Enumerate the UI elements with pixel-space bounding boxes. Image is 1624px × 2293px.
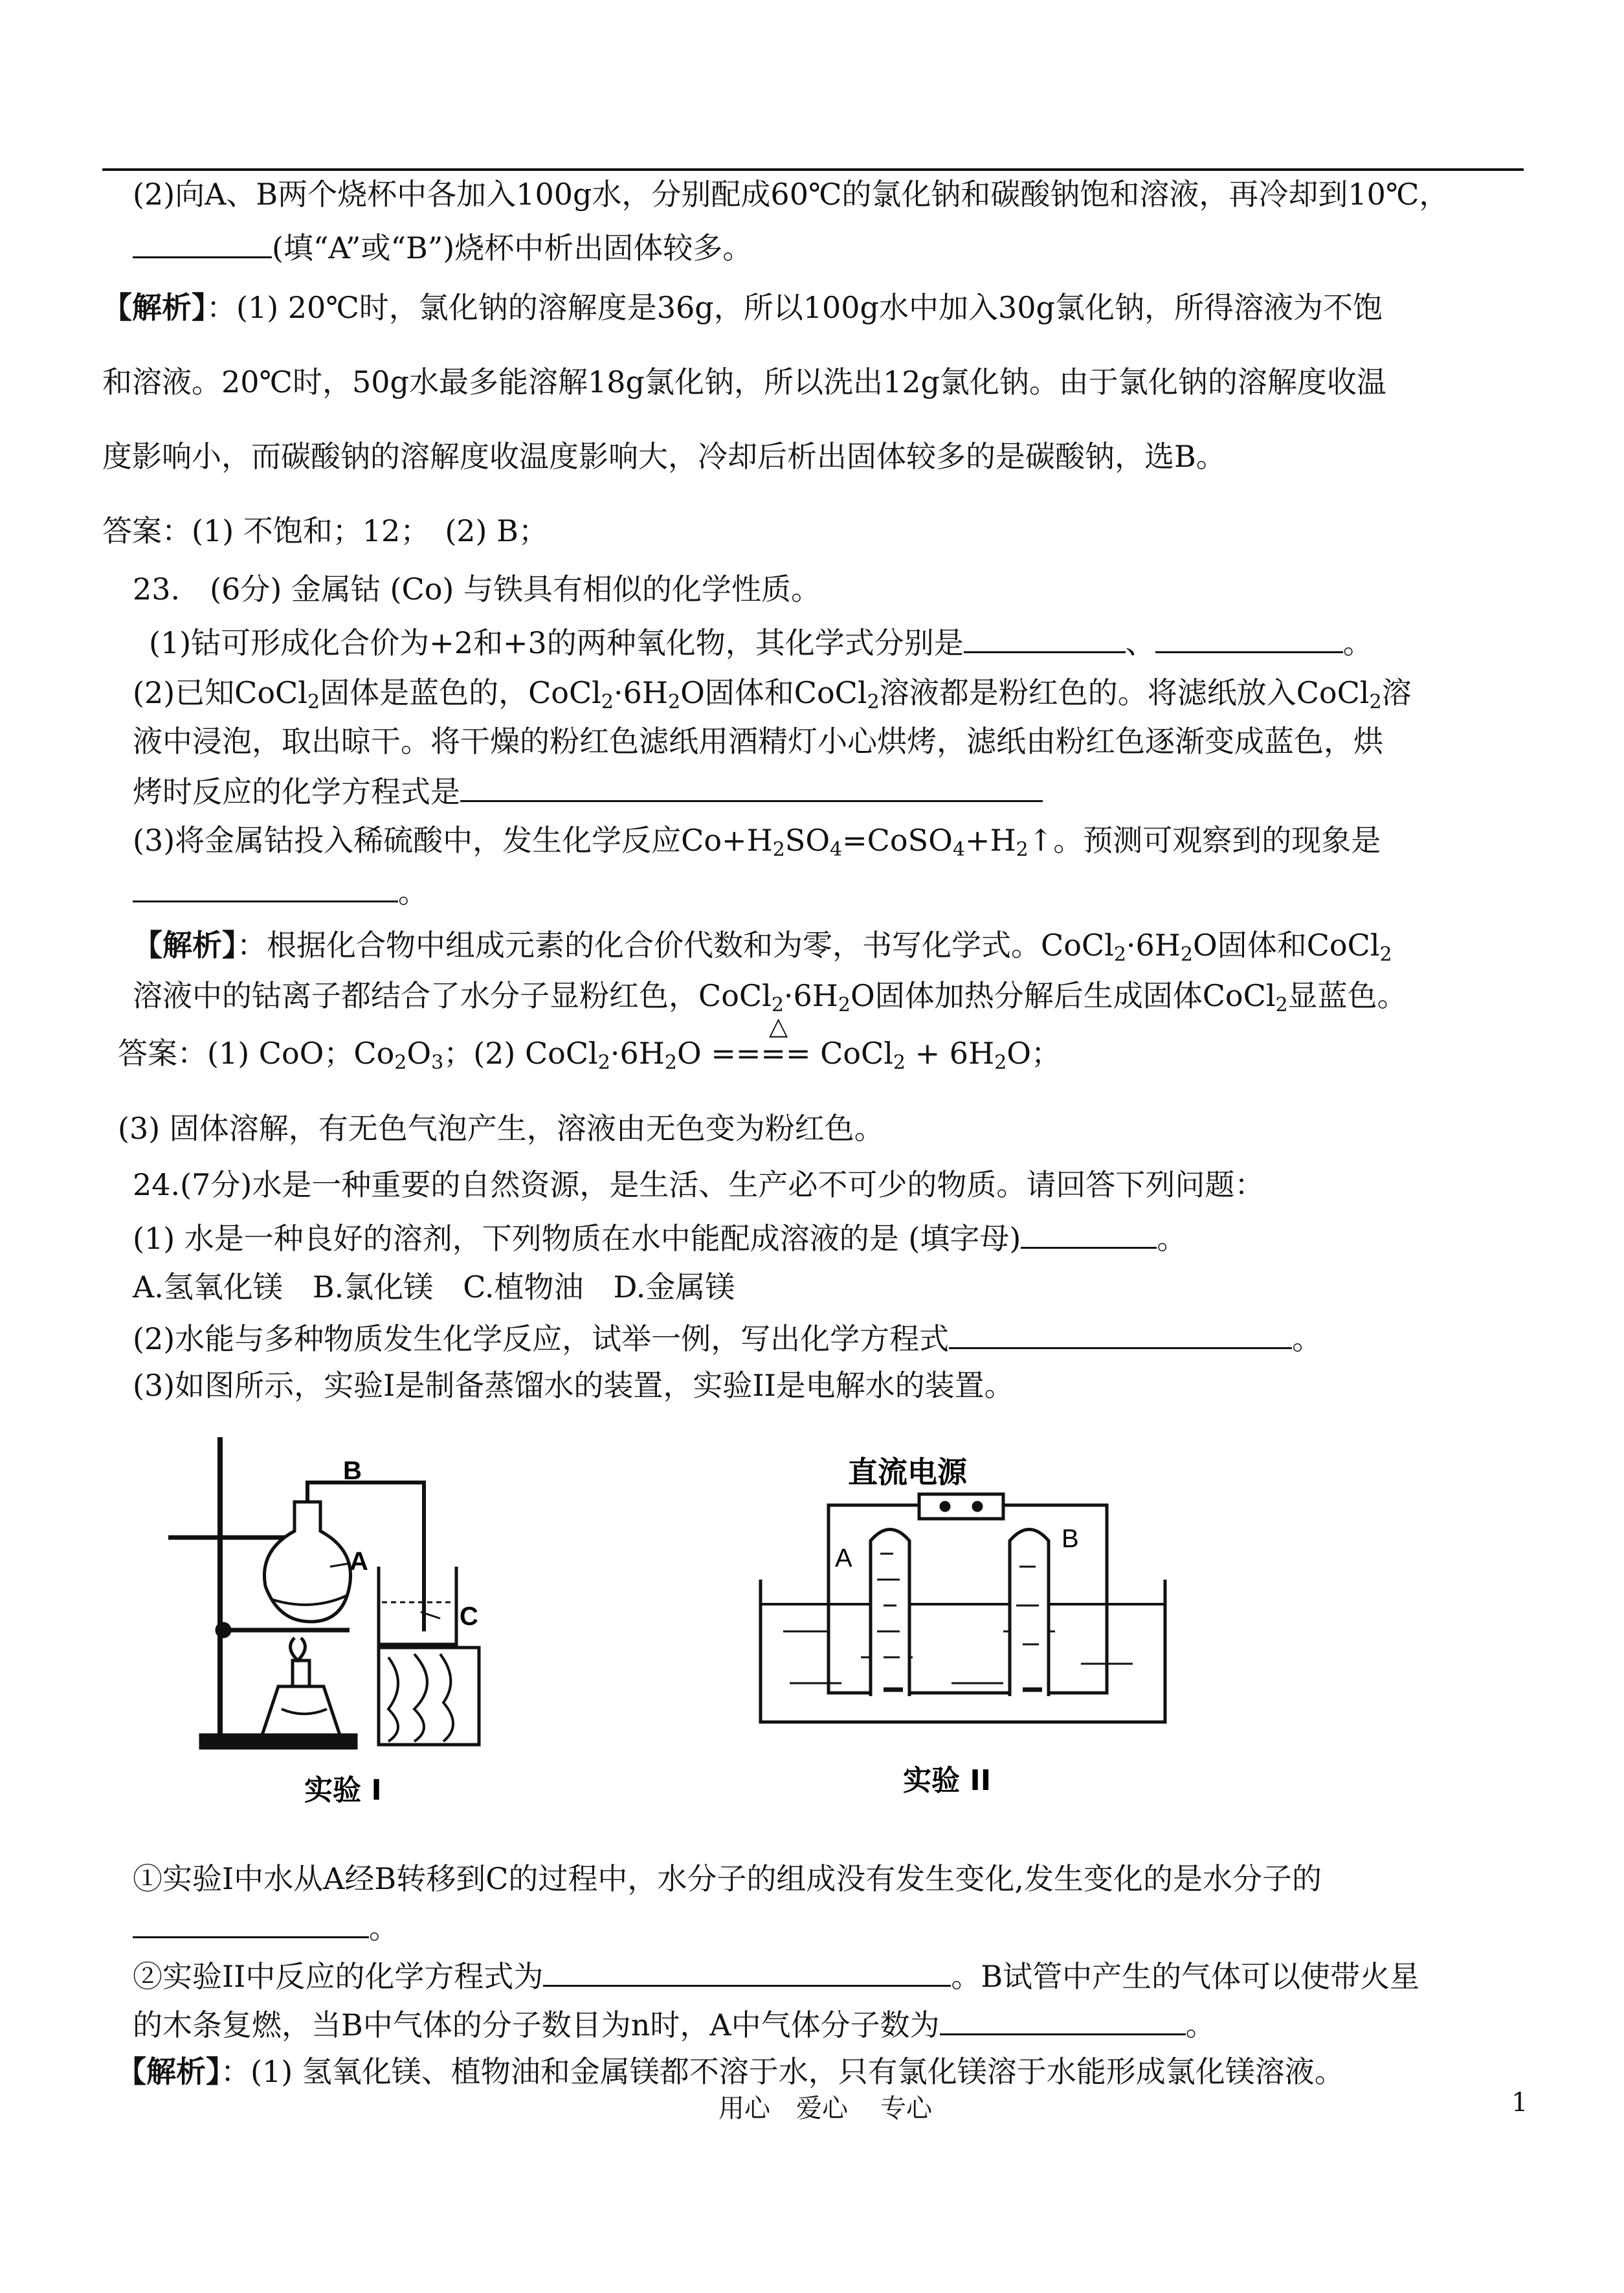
answer-blank[interactable]	[949, 1317, 1292, 1349]
q24-sub1-line2: 。	[133, 1907, 399, 1947]
answer-blank[interactable]	[460, 770, 1043, 802]
answer-blank[interactable]	[543, 1955, 951, 1987]
label-a: A	[350, 1547, 368, 1576]
q24-title: 24.(7分)水是一种重要的自然资源，是生活、生产必不可少的物质。请回答下列问题：	[133, 1167, 1265, 1202]
analysis24: 【解析】：(1) 氢氧化镁、植物油和金属镁都不溶于水，只有氯化镁溶于水能形成氯化镁溶液。	[117, 2054, 1344, 2089]
q24-part3: (3)如图所示，实验I是制备蒸馏水的装置，实验II是电解水的装置。	[133, 1368, 1014, 1403]
footer-motto-1: 用心	[718, 2094, 770, 2123]
q24-sub2-line2: 的木条复燃，当B中气体的分子数目为n时，A中气体分子数为 。	[133, 2004, 1216, 2044]
q22-2-line2: (填“A”或“B”)烧杯中析出固体较多。	[133, 227, 752, 267]
q24-part2: (2)水能与多种物质发生化学反应，试举一例，写出化学方程式 。	[133, 1317, 1322, 1358]
caption-experiment-2: 实验 II	[903, 1764, 992, 1797]
caption-experiment-1: 实验 I	[304, 1774, 382, 1807]
answer-blank[interactable]	[133, 871, 398, 902]
answer-blank[interactable]	[1021, 1217, 1157, 1249]
analysis22-line3: 度影响小，而碳酸钠的溶解度收温度影响大，冷却后析出固体较多的是碳酸钠，选B。	[102, 439, 1226, 474]
label-c: C	[460, 1602, 478, 1631]
q24-part1: (1) 水是一种良好的溶剂，下列物质在水中能配成溶液的是 (填字母) 。	[133, 1217, 1186, 1258]
label-tube-a: A	[835, 1544, 852, 1572]
q23-title: 23. (6分) 金属钴 (Co) 与铁具有相似的化学性质。	[133, 572, 821, 607]
header-rule	[102, 168, 1524, 171]
analysis23-line1: 【解析】：根据化合物中组成元素的化合价代数和为零，书写化学式。$CoCl_2\cdot 6H_2O$固体和CoCl$_2$	[133, 928, 1392, 966]
analysis23-line2: 溶液中的钴离子都结合了水分子显粉红色，$CoCl_2\cdot 6H_2O$固体加热分解后生成固体CoCl$_2$显蓝色。	[133, 978, 1407, 1016]
analysis22-line2: 和溶液。20℃时，50g水最多能溶解18g氯化钠，所以洗出12g氯化钠。由于氯化钠的溶解度收温	[102, 364, 1386, 399]
q23-part3-line2: 。	[133, 871, 428, 912]
answer23-line1: 答案：(1) CoO；$Co_2O_3$；(2) $CoCl_2\cdot 6H_2O$ ==== CoCl$_2$ + $6H_2O$；	[118, 1036, 1061, 1074]
q23-part2-line2: 液中浸泡，取出晾干。将干燥的粉红色滤纸用酒精灯小心烘烤，滤纸由粉红色逐渐变成蓝色，烘	[133, 724, 1383, 759]
answer22: 答案：(1) 不饱和；12； (2) B；	[102, 513, 548, 548]
answer-blank[interactable]	[1155, 621, 1343, 653]
q23-part2-line1: (2)已知CoCl$_2$固体是蓝色的，$CoCl_2\cdot 6H_2O$固体和CoCl$_2$溶液都是粉红色的。将滤纸放入CoCl$_2$溶	[133, 675, 1412, 713]
answer23-line2: (3) 固体溶解，有无色气泡产生，溶液由无色变为粉红色。	[118, 1111, 884, 1146]
heat-delta-symbol: △	[769, 1012, 788, 1040]
answer-blank[interactable]	[964, 621, 1126, 653]
footer-motto-3: 专心	[880, 2094, 932, 2123]
q23-part2-line3: 烤时反应的化学方程式是	[133, 770, 1043, 811]
q24-options: A.氢氧化镁 B.氯化镁 C.植物油 D.金属镁	[133, 1270, 735, 1304]
answer-blank[interactable]	[133, 1907, 369, 1938]
power-supply-label: 直流电源	[848, 1455, 967, 1490]
label-tube-b: B	[1062, 1525, 1079, 1553]
analysis22-line1: 【解析】：(1) 20℃时，氯化钠的溶解度是36g，所以100g水中加入30g氯化钠，所得溶液为不饱	[102, 290, 1383, 325]
q24-sub1-line1: ①实验I中水从A经B转移到C的过程中，水分子的组成没有发生变化,发生变化的是水分子的	[133, 1861, 1322, 1896]
answer-blank[interactable]	[940, 2004, 1186, 2035]
q24-sub2-line1: ②实验II中反应的化学方程式为 。B试管中产生的气体可以使带火星	[133, 1955, 1419, 1996]
electrolysis-apparatus-figure	[744, 1437, 1210, 1826]
q23-part3-line1: (3)将金属钴投入稀硫酸中，发生化学反应$Co+H_2SO_4=CoSO_4+H_2↑$。预测可观察到的现象是	[133, 823, 1381, 861]
page-number: 1	[1511, 2088, 1528, 2118]
q22-2-line1: (2)向A、B两个烧杯中各加入100g水，分别配成60℃的氯化钠和碳酸钠饱和溶液，再冷却到10℃，	[133, 177, 1449, 212]
q23-part1: (1)钴可形成化合价为+2和+3的两种氧化物，其化学式分别是 、 。	[149, 621, 1373, 662]
distillation-apparatus-figure	[155, 1424, 557, 1826]
answer-blank[interactable]	[133, 227, 272, 258]
label-b: B	[343, 1457, 362, 1485]
footer-motto-2: 爱心	[796, 2094, 848, 2123]
